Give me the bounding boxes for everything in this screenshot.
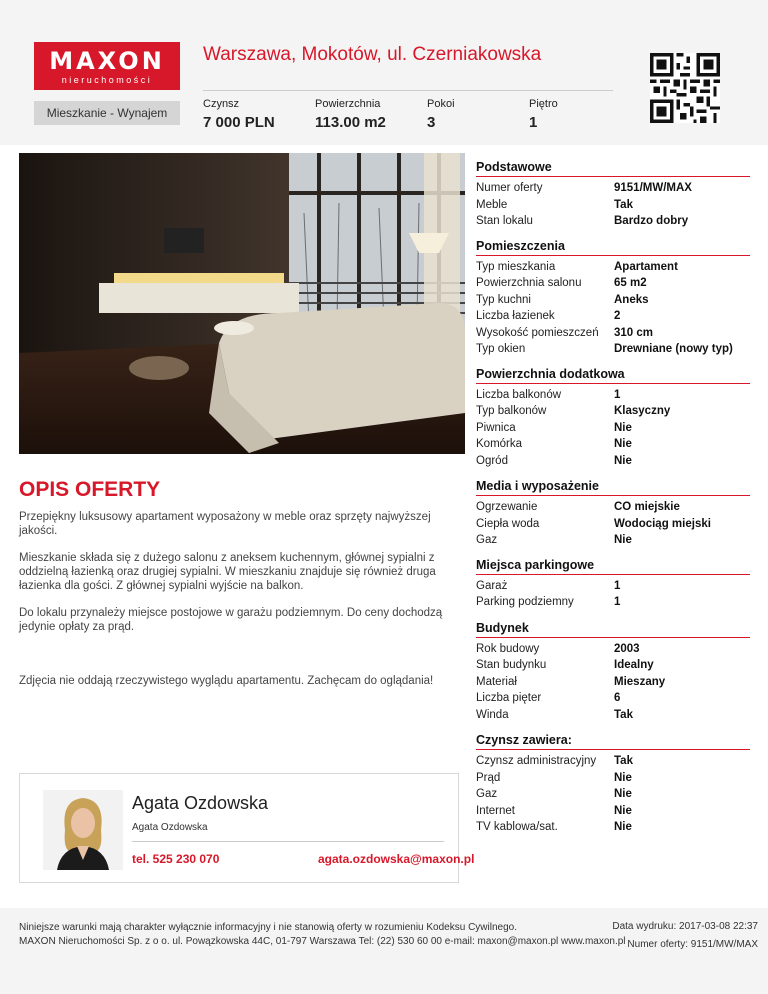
detail-value: Nie — [614, 534, 632, 546]
detail-label: Wysokość pomieszczeń — [476, 326, 599, 339]
section-title: Czynsz zawiera: — [476, 733, 750, 750]
agent-email-link[interactable]: agata.ozdowska@maxon.pl — [318, 852, 475, 866]
detail-label: Typ kuchni — [476, 293, 531, 306]
detail-value: 6 — [614, 692, 621, 704]
description-paragraph: Mieszkanie składa się z dużego salonu z aneksem kuchennym, głównej sypialni z oddzielną łazienką oraz drugiej sypialni. W mieszkaniu znajduje się również druga łazienka dla gości. Z głównej sypialni wyjście na balkon. — [19, 552, 436, 592]
description-paragraph: Do lokalu przynależy miejsce postojowe w garażu podziemnym. Do ceny dochodzą jedynie opłaty za prąd. — [19, 607, 443, 633]
stat-label: Piętro — [529, 98, 558, 110]
detail-row — [476, 292, 750, 309]
detail-value: 310 cm — [614, 326, 654, 339]
details-section — [476, 621, 750, 724]
detail-row — [476, 387, 750, 404]
section-title: Powierzchnia dodatkowa — [476, 367, 750, 384]
agent-card — [19, 773, 475, 883]
footer-disclaimer: Niniejsze warunki mają charakter wyłącznie informacyjny i nie stanowią oferty w rozumieniu Kodeksu Cywilnego. — [19, 922, 517, 933]
detail-label: Liczba łazienek — [476, 310, 555, 322]
detail-row — [476, 197, 750, 214]
stat-label: Powierzchnia — [315, 98, 381, 110]
detail-label: Winda — [476, 708, 509, 721]
description-paragraph: Zdjęcia nie oddają rzeczywistego wyglądu apartamentu. Zachęcam do oglądania! — [19, 675, 434, 687]
detail-row — [476, 403, 750, 420]
detail-value: Drewniane (nowy typ) — [614, 343, 733, 355]
detail-value: CO miejskie — [614, 501, 680, 513]
detail-label: Ciepła woda — [476, 517, 540, 530]
detail-label: Meble — [476, 198, 508, 211]
footer-offer-number: Numer oferty: 9151/MW/MAX — [627, 939, 758, 950]
detail-row — [476, 516, 750, 533]
details-section — [476, 479, 750, 549]
offer-address: Warszawa, Mokotów, ul. Czerniakowska — [203, 44, 542, 65]
detail-label: Czynsz administracyjny — [476, 755, 597, 767]
detail-label: Numer oferty — [476, 182, 543, 194]
detail-label: Stan budynku — [476, 659, 547, 671]
detail-value: Nie — [614, 438, 632, 450]
stat-value: 7 000 PLN — [203, 114, 275, 131]
detail-label: Typ balkonów — [476, 405, 547, 417]
detail-value: 1 — [614, 596, 621, 608]
apartment-photo — [19, 153, 465, 454]
description-text — [19, 510, 459, 701]
detail-row — [476, 436, 750, 453]
details-section — [476, 239, 750, 358]
detail-value: Nie — [614, 804, 632, 817]
logo-sub-text: nieruchomości — [61, 75, 153, 85]
section-title: Podstawowe — [476, 160, 750, 177]
qr-code-icon — [648, 53, 722, 123]
detail-row — [476, 275, 750, 292]
detail-label: Stan lokalu — [476, 215, 533, 227]
detail-label: Komórka — [476, 438, 523, 450]
section-title: Pomieszczenia — [476, 239, 750, 256]
detail-value: Klasyczny — [614, 405, 671, 417]
detail-value: 9151/MW/MAX — [614, 182, 692, 194]
detail-row — [476, 259, 750, 276]
agent-phone-link[interactable]: tel. 525 230 070 — [132, 852, 220, 866]
detail-value: Idealny — [614, 659, 654, 671]
page-header — [0, 0, 768, 145]
detail-row — [476, 499, 750, 516]
detail-row — [476, 770, 750, 787]
detail-value: Wodociąg miejski — [614, 517, 711, 530]
detail-row — [476, 578, 750, 595]
stat-floor — [529, 98, 558, 131]
detail-label: Prąd — [476, 771, 501, 784]
stat-rooms — [427, 98, 455, 131]
page-footer — [0, 908, 768, 994]
detail-value: Nie — [614, 788, 632, 800]
detail-row — [476, 803, 750, 820]
detail-row — [476, 594, 750, 611]
detail-row — [476, 819, 750, 836]
detail-label: Materiał — [476, 675, 517, 688]
detail-label: Powierzchnia salonu — [476, 277, 582, 289]
detail-label: Liczba pięter — [476, 692, 542, 704]
detail-value: Nie — [614, 771, 632, 784]
agent-subtitle: Agata Ozdowska — [132, 822, 208, 833]
stat-area — [315, 98, 386, 131]
detail-row — [476, 180, 750, 197]
detail-row — [476, 213, 750, 230]
detail-row — [476, 453, 750, 470]
detail-row — [476, 786, 750, 803]
details-section — [476, 367, 750, 470]
detail-label: TV kablowa/sat. — [476, 821, 558, 833]
stat-value: 1 — [529, 114, 538, 131]
detail-value: 1 — [614, 579, 621, 592]
detail-value: Nie — [614, 454, 632, 467]
detail-label: Typ okien — [476, 343, 526, 355]
detail-label: Gaz — [476, 534, 498, 546]
detail-value: Tak — [614, 755, 633, 767]
detail-value: 2003 — [614, 642, 640, 655]
detail-row — [476, 308, 750, 325]
detail-label: Garaż — [476, 579, 508, 592]
detail-value: Nie — [614, 821, 632, 833]
detail-value: 1 — [614, 388, 621, 401]
stat-rent — [203, 98, 275, 131]
stat-label: Czynsz — [203, 98, 240, 110]
detail-value: Bardzo dobry — [614, 215, 689, 227]
detail-label: Typ mieszkania — [476, 260, 556, 273]
detail-value: Mieszany — [614, 675, 666, 688]
maxon-logo — [34, 42, 180, 90]
agent-name: Agata Ozdowska — [132, 793, 269, 813]
footer-company-info: MAXON Nieruchomości Sp. z o o. ul. Powązkowska 44C, 01-797 Warszawa Tel: (22) 530 60 00 e-mail: maxon@maxon.pl www.maxon.pl — [19, 936, 626, 947]
section-title: Media i wyposażenie — [476, 479, 750, 496]
details-section — [476, 160, 750, 230]
detail-row — [476, 753, 750, 770]
header-divider — [203, 90, 613, 91]
detail-label: Rok budowy — [476, 642, 540, 655]
detail-row — [476, 707, 750, 724]
agent-divider — [132, 841, 444, 842]
detail-value: 2 — [614, 310, 621, 322]
agent-avatar — [43, 790, 123, 870]
detail-value: Tak — [614, 198, 633, 211]
detail-row — [476, 641, 750, 658]
detail-value: Apartament — [614, 260, 678, 273]
detail-value: Tak — [614, 708, 633, 721]
detail-label: Parking podziemny — [476, 596, 574, 608]
detail-row — [476, 657, 750, 674]
detail-row — [476, 341, 750, 358]
detail-label: Gaz — [476, 788, 498, 800]
description-title: OPIS OFERTY — [19, 478, 161, 501]
footer-print-date: Data wydruku: 2017-03-08 22:37 — [612, 921, 758, 932]
detail-label: Piwnica — [476, 421, 516, 434]
detail-label: Ogród — [476, 454, 508, 467]
offer-type-badge: Mieszkanie - Wynajem — [34, 101, 180, 125]
stat-value: 3 — [427, 114, 436, 131]
detail-value: Nie — [614, 421, 632, 434]
detail-label: Liczba balkonów — [476, 388, 562, 401]
details-section — [476, 733, 750, 836]
detail-row — [476, 532, 750, 549]
offer-details — [476, 160, 750, 836]
detail-row — [476, 420, 750, 437]
stat-label: Pokoi — [427, 98, 455, 110]
section-title: Miejsca parkingowe — [476, 558, 750, 575]
stat-value: 113.00 m2 — [315, 114, 386, 131]
detail-value: 65 m2 — [614, 277, 647, 289]
details-section — [476, 558, 750, 611]
detail-label: Internet — [476, 804, 515, 817]
logo-main-text: MAXON — [49, 47, 165, 75]
detail-row — [476, 325, 750, 342]
detail-row — [476, 690, 750, 707]
detail-value: Aneks — [614, 293, 649, 306]
section-title: Budynek — [476, 621, 750, 638]
detail-label: Ogrzewanie — [476, 501, 538, 513]
detail-row — [476, 674, 750, 691]
description-paragraph: Przepiękny luksusowy apartament wyposażony w meble oraz sprzęty najwyższej jakości. — [19, 511, 431, 537]
